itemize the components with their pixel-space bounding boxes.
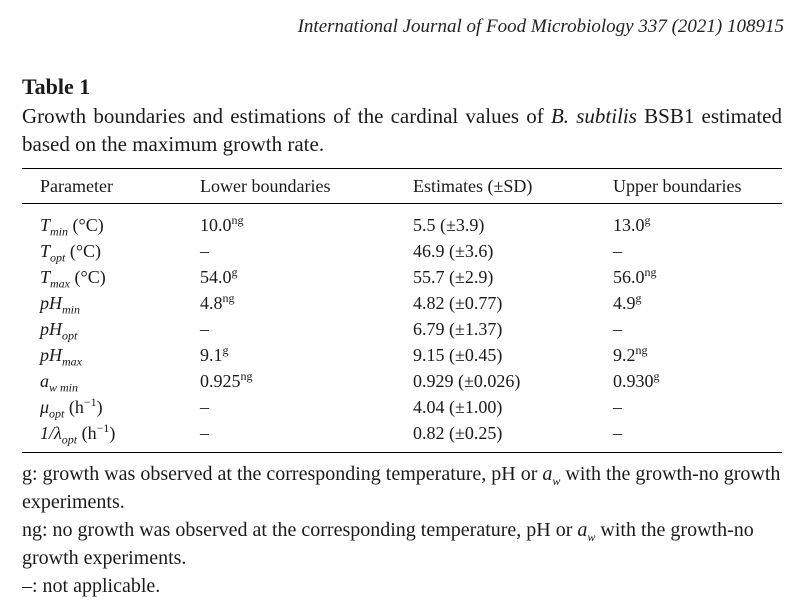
param-symbol: pH <box>40 318 62 339</box>
cell-upper-boundary <box>595 420 782 446</box>
column-header-parameter: Parameter <box>40 175 113 196</box>
cell-upper-boundary <box>595 342 782 368</box>
caption-species: B. subtilis <box>550 104 637 128</box>
upper-footnote-mark: g <box>644 212 651 227</box>
lower-value: – <box>200 240 209 261</box>
cell-upper-boundary <box>595 316 782 342</box>
footnote-symbol-subscript: w <box>587 530 596 544</box>
upper-value: – <box>613 318 622 339</box>
cell-estimate: 9.15 (±0.45) <box>413 344 503 365</box>
param-unit: (°C) <box>70 266 106 287</box>
lower-value: – <box>200 422 209 443</box>
lower-footnote-mark: ng <box>231 212 244 227</box>
param-unit-close: ) <box>109 422 116 443</box>
cell-upper-boundary <box>595 290 782 316</box>
lower-footnote-mark: ng <box>240 368 253 383</box>
upper-value: 13.0 <box>613 214 645 235</box>
param-symbol: T <box>40 240 51 261</box>
table-row <box>22 342 782 368</box>
footnote-text: –: not applicable. <box>22 575 161 597</box>
footnote <box>22 516 782 572</box>
param-unit-close: ) <box>96 396 103 417</box>
footnote-text-end: with the growth-no growth experiments. <box>22 519 754 569</box>
param-subscript: opt <box>50 250 66 265</box>
param-unit: (°C) <box>68 214 104 235</box>
footnote-text-end: with the growth-no growth experiments. <box>22 463 781 513</box>
cell-lower-boundary <box>182 394 395 420</box>
cell-estimate: 46.9 (±3.6) <box>413 240 494 261</box>
param-unit-exponent: −1 <box>96 420 110 435</box>
upper-footnote-mark: ng <box>644 264 657 279</box>
upper-value: 9.2 <box>613 344 636 365</box>
param-subscript: max <box>62 354 82 369</box>
upper-value: 0.930 <box>613 370 654 391</box>
cell-lower-boundary <box>182 290 395 316</box>
cell-parameter <box>22 394 182 420</box>
cell-estimate: 4.82 (±0.77) <box>413 292 503 313</box>
table-row <box>22 238 782 264</box>
footnote-symbol: a <box>577 519 588 541</box>
cell-parameter <box>22 316 182 342</box>
param-symbol: T <box>40 266 51 287</box>
table-header <box>22 172 782 200</box>
footnote-symbol: a <box>542 463 553 485</box>
param-symbol: pH <box>40 292 62 313</box>
param-subscript: opt <box>61 432 78 447</box>
upper-value: 56.0 <box>613 266 645 287</box>
cell-parameter <box>22 290 182 316</box>
table-row <box>22 368 782 394</box>
footnote <box>22 460 782 516</box>
table-bottom-rule <box>22 452 782 453</box>
journal-header: International Journal of Food Microbiology 337 (2021) 108915 <box>297 16 784 37</box>
cell-lower-boundary <box>182 238 395 264</box>
cell-lower-boundary <box>182 316 395 342</box>
footnote <box>22 572 782 600</box>
cell-parameter <box>22 420 182 446</box>
upper-footnote-mark: g <box>653 368 660 383</box>
cell-lower-boundary <box>182 212 395 238</box>
footnote-text: ng: no growth was observed at the corresponding temperature, pH or <box>22 519 578 541</box>
cell-upper-boundary <box>595 394 782 420</box>
lower-footnote-mark: g <box>222 342 229 357</box>
cell-upper-boundary <box>595 212 782 238</box>
cell-estimate: 0.82 (±0.25) <box>413 422 503 443</box>
cell-estimate: 5.5 (±3.9) <box>413 214 485 235</box>
param-unit: (h <box>77 422 97 443</box>
header-row <box>22 172 782 200</box>
param-symbol: 1/λ <box>40 422 62 443</box>
param-subscript: opt <box>49 406 65 421</box>
param-unit: (°C) <box>65 240 102 261</box>
table-label: Table 1 <box>22 74 91 99</box>
cell-estimate: 0.929 (±0.026) <box>413 370 521 391</box>
cell-lower-boundary <box>182 342 395 368</box>
table-row <box>22 264 782 290</box>
upper-footnote-mark: g <box>635 290 642 305</box>
lower-value: – <box>200 396 209 417</box>
footnote-text: g: growth was observed at the corresponding temperature, pH or <box>22 463 543 485</box>
column-header-upper: Upper boundaries <box>613 175 742 196</box>
upper-footnote-mark: ng <box>635 342 648 357</box>
caption-text: Growth boundaries and estimations of the cardinal values of <box>22 104 551 128</box>
param-subscript: w min <box>49 380 79 395</box>
param-unit-exponent: −1 <box>83 394 97 409</box>
table-row <box>22 290 782 316</box>
cell-lower-boundary <box>182 264 395 290</box>
param-subscript: max <box>50 276 71 291</box>
cell-parameter <box>22 368 182 394</box>
param-symbol: μ <box>40 396 50 417</box>
footnote-symbol-subscript: w <box>552 474 561 488</box>
param-subscript: opt <box>62 328 78 343</box>
cell-lower-boundary <box>182 420 395 446</box>
column-header-lower: Lower boundaries <box>200 175 331 196</box>
column-header-estimates: Estimates (±SD) <box>413 175 533 196</box>
param-subscript: min <box>62 302 80 317</box>
cell-parameter <box>22 264 182 290</box>
cell-upper-boundary <box>595 238 782 264</box>
param-symbol: a <box>40 370 49 391</box>
upper-value: – <box>613 240 622 261</box>
param-symbol: pH <box>40 344 62 365</box>
caption-text-end: BSB1 estimated based on the maximum growth rate. <box>22 104 782 156</box>
table-caption <box>22 102 782 158</box>
lower-value: 10.0 <box>200 214 232 235</box>
table-header-rule <box>22 203 782 204</box>
lower-value: 9.1 <box>200 344 223 365</box>
table-body <box>22 212 782 446</box>
upper-value: 4.9 <box>613 292 636 313</box>
table-row <box>22 316 782 342</box>
table-top-rule <box>22 168 782 169</box>
upper-value: – <box>613 422 622 443</box>
lower-value: 4.8 <box>200 292 223 313</box>
cell-upper-boundary <box>595 264 782 290</box>
cell-estimate: 4.04 (±1.00) <box>413 396 503 417</box>
lower-footnote-mark: g <box>231 264 238 279</box>
cell-lower-boundary <box>182 368 395 394</box>
table-row <box>22 394 782 420</box>
cell-upper-boundary <box>595 368 782 394</box>
cell-parameter <box>22 212 182 238</box>
cell-parameter <box>22 342 182 368</box>
param-subscript: min <box>50 224 69 239</box>
cell-estimate: 6.79 (±1.37) <box>413 318 503 339</box>
cell-estimate: 55.7 (±2.9) <box>413 266 494 287</box>
table-footnotes <box>22 460 782 600</box>
lower-value: 0.925 <box>200 370 241 391</box>
param-unit: (h <box>64 396 84 417</box>
table-row <box>22 420 782 446</box>
lower-footnote-mark: ng <box>222 290 235 305</box>
param-symbol: T <box>40 214 51 235</box>
lower-value: 54.0 <box>200 266 232 287</box>
cell-parameter <box>22 238 182 264</box>
table-row <box>22 212 782 238</box>
upper-value: – <box>613 396 622 417</box>
lower-value: – <box>200 318 209 339</box>
